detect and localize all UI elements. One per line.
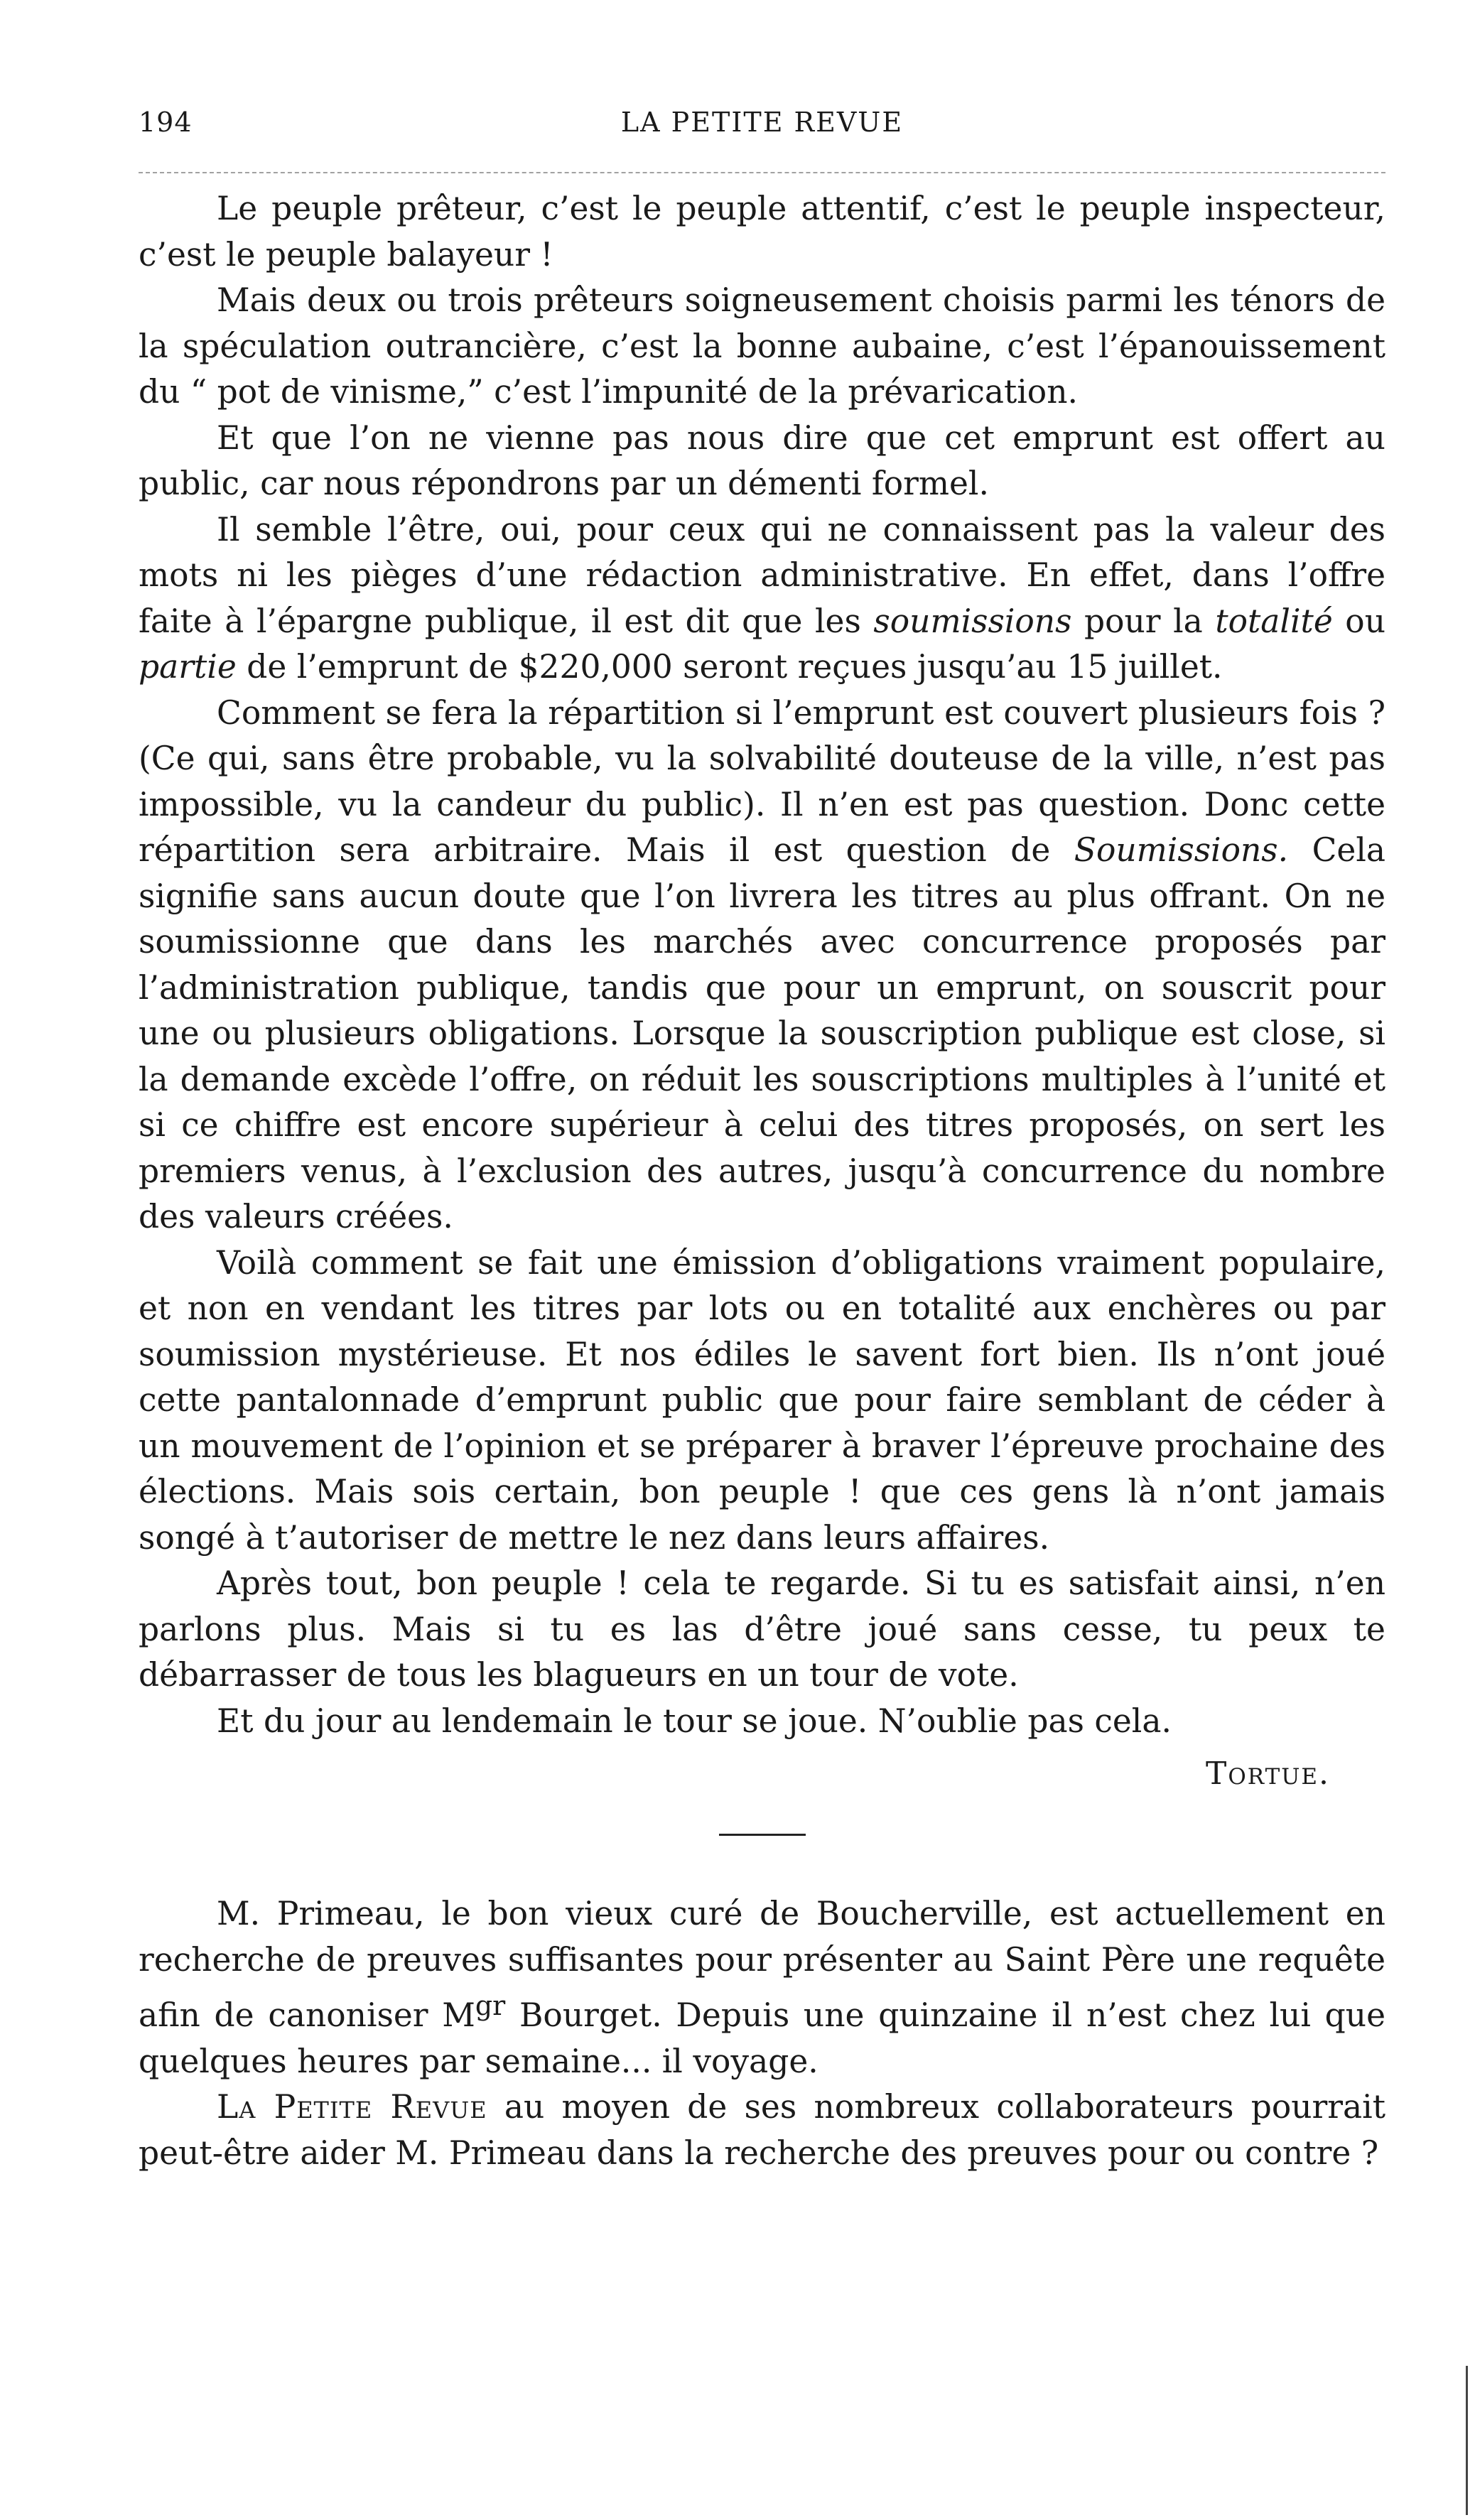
note-body <box>139 1891 1385 2176</box>
running-head: LA PETITE REVUE <box>620 107 904 138</box>
text-run: ou <box>1332 602 1385 640</box>
text-run: M. Primeau, le bon vieux curé de Boucherville, est actuellement en recherche de preuves suffisantes pour présenter au Saint Père une requête afin de canoniser M <box>139 1895 1385 2035</box>
text-run: de l’emprunt de $220,000 seront reçues jusqu’au 15 juillet. <box>236 648 1223 686</box>
page-number: 194 <box>139 107 193 138</box>
small-caps-title: La Petite Revue <box>217 2088 487 2126</box>
italic-partie: partie <box>139 648 237 686</box>
article-paragraph-7: Après tout, bon peuple ! cela te regarde. Si tu es satisfait ainsi, n’en parlons plus. Mais si tu es las d’être joué sans cesse, tu peux te débarrasser de tous les blagueurs en un tour de vote. <box>139 1564 1385 1694</box>
text-run: pour la <box>1071 602 1216 640</box>
article-signature: Tortue. <box>1206 1756 1330 1792</box>
section-separator <box>719 1834 806 1836</box>
note-paragraph-1 <box>139 1891 1385 2084</box>
italic-totalite: totalité <box>1215 602 1333 640</box>
text-run: Il semble l’être, oui, pour ceux qui ne connaissent pas la valeur des mots ni les pièges d’une rédaction administrative. En effet, dans l’offre faite à l’épargne publique, il est dit que les <box>139 510 1385 640</box>
page-edge-mark <box>1466 2366 1468 2515</box>
article-body <box>139 186 1385 1744</box>
document-page <box>139 107 1385 2176</box>
text-run: Comment se fera la répartition si l’emprunt est couvert plusieurs fois ? (Ce qui, sans être probable, vu la solvabilité douteuse de la ville, n’est pas impossible, vu la candeur du public). Il n’en est pas question. Donc cette répartition sera arbitraire. Mais il est question de <box>139 693 1385 869</box>
article-paragraph-2: Mais deux ou trois prêteurs soigneusement choisis parmi les ténors de la spéculation outrancière, c’est la bonne aubaine, c’est l’épanouissement du “ pot de vinisme,” c’est l’impunité de la prévarication. <box>139 281 1385 411</box>
italic-soumissions-2: Soumissions. <box>1074 831 1289 869</box>
article-paragraph-1: Le peuple prêteur, c’est le peuple attentif, c’est le peuple inspecteur, c’est le peuple balayeur ! <box>139 190 1385 274</box>
article-paragraph-4 <box>139 507 1385 691</box>
article-paragraph-3: Et que l’on ne vienne pas nous dire que cet emprunt est offert au public, car nous répondrons par un démenti formel. <box>139 418 1385 502</box>
header-rule <box>139 172 1385 173</box>
article-paragraph-8: Et du jour au lendemain le tour se joue. N’oublie pas cela. <box>217 1702 1172 1740</box>
article-paragraph-6: Voilà comment se fait une émission d’obligations vraiment populaire, et non en vendant les titres par lots ou en totalité aux enchères ou par soumission mystérieuse. Et nos édiles le savent fort bien. Ils n’ont joué cette pantalonnade d’emprunt public que pour faire semblant de céder à un mouvement de l’opinion et se préparer à braver l’épreuve prochaine des élections. Mais sois certain, bon peuple ! que ces gens là n’ont jamais songé à t’autoriser de mettre le nez dans leurs affaires. <box>139 1243 1385 1557</box>
note-paragraph-2 <box>139 2084 1385 2176</box>
text-run: Bourget. Depuis une quinzaine il n’est chez lui que quelques heures par semaine... il voyage. <box>139 1996 1385 2080</box>
italic-soumissions: soumissions <box>873 602 1072 640</box>
article-paragraph-5 <box>139 691 1385 1240</box>
text-run: au moyen de ses nombreux collaborateurs pourrait peut-être aider M. Primeau dans la recherche des preuves pour ou contre ? <box>139 2088 1386 2172</box>
page-header <box>139 107 1385 156</box>
superscript-gr: gr <box>475 1990 506 2021</box>
text-run: Cela signifie sans aucun doute que l’on livrera les titres au plus offrant. On ne soumissionne que dans les marchés avec concurrence proposés par l’administration publique, tandis que pour un emprunt, on souscrit pour une ou plusieurs obligations. Lorsque la souscription publique est close, si la demande excède l’offre, on réduit les souscriptions multiples à l’unité et si ce chiffre est encore supérieur à celui des titres proposés, on sert les premiers venus, à l’exclusion des autres, jusqu’à concurrence du nombre des valeurs créées. <box>139 831 1385 1235</box>
